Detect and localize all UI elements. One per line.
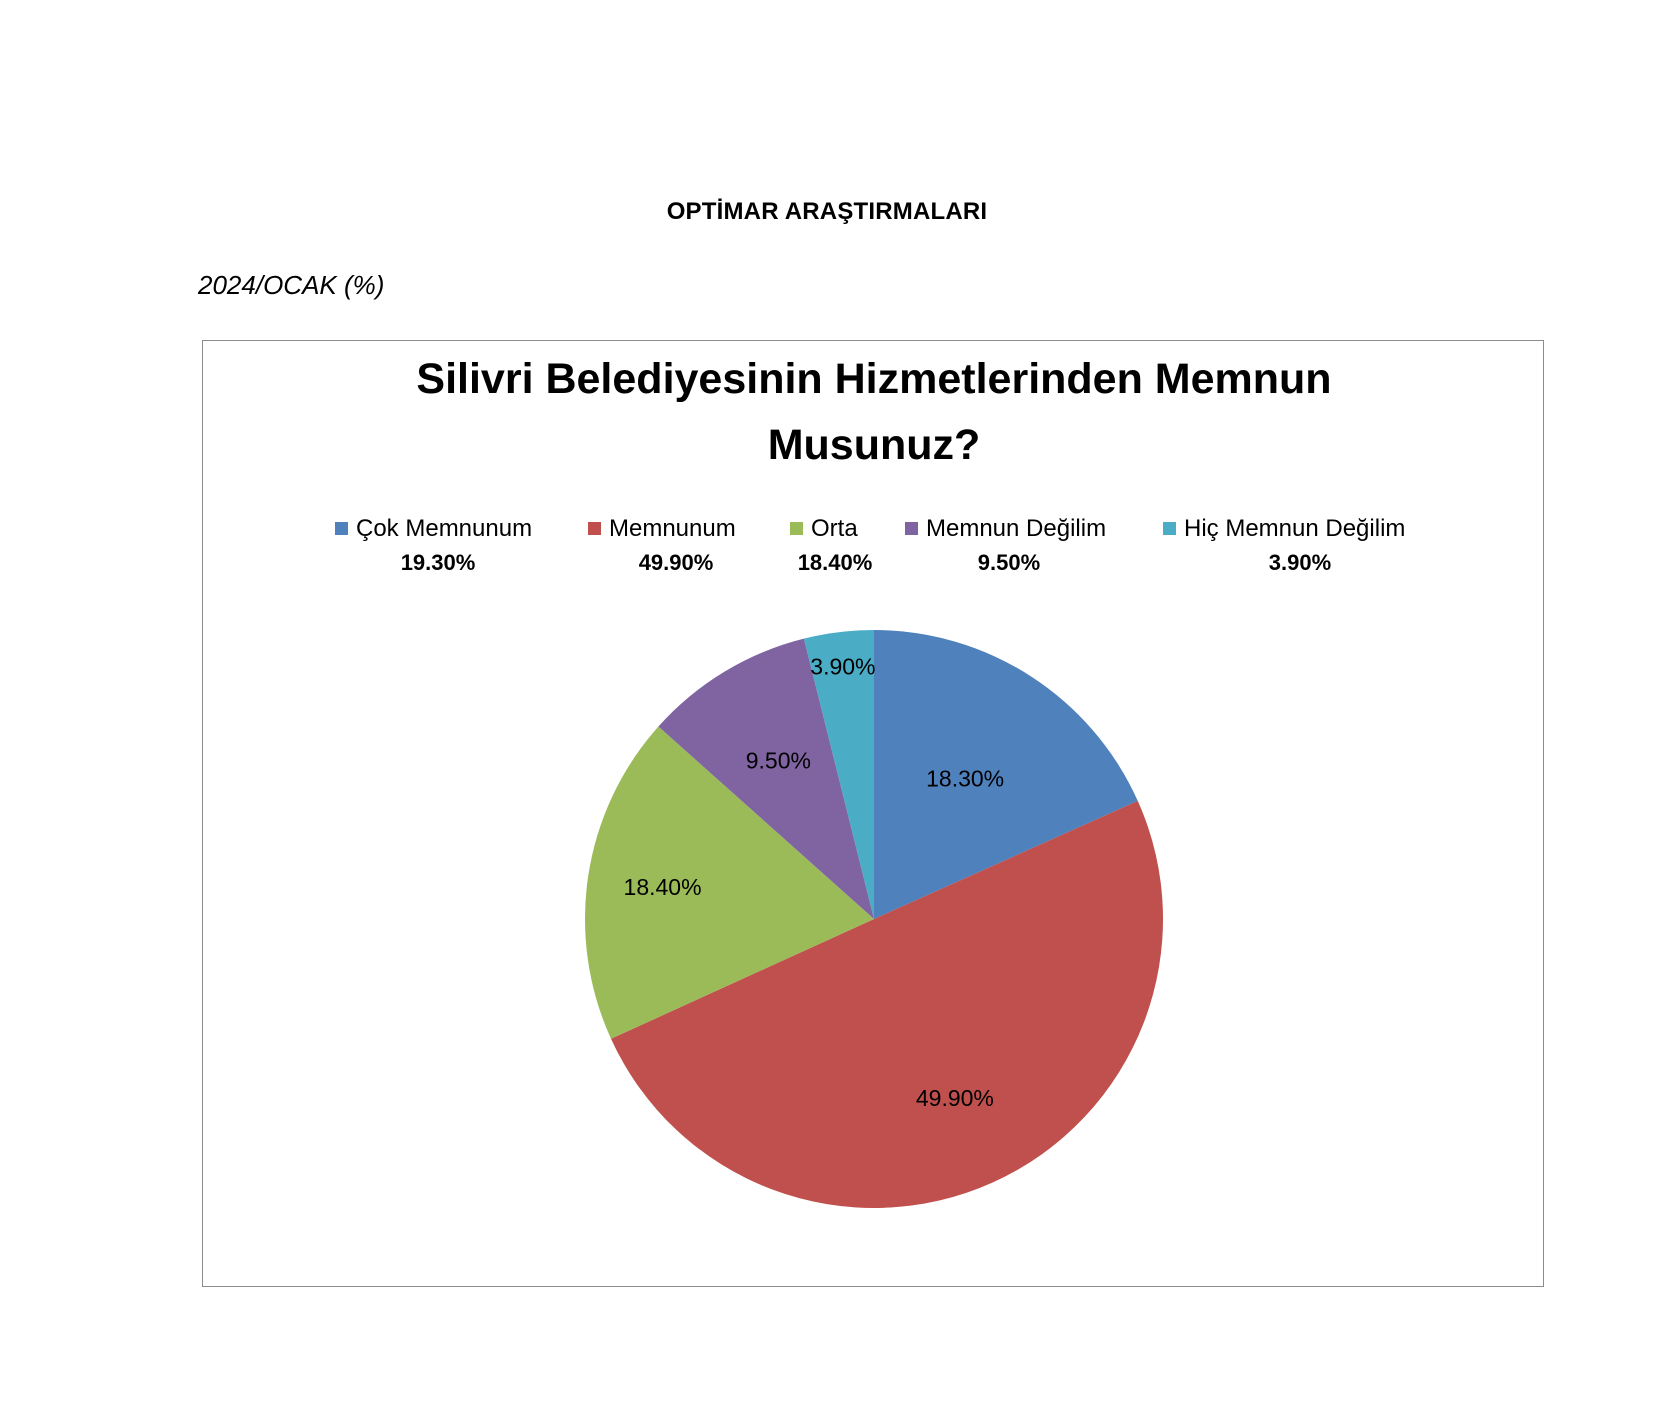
legend-item-4 (905, 515, 1106, 575)
pie-slices (585, 630, 1163, 1208)
legend-label: Hiç Memnun Değilim (1184, 515, 1406, 542)
pie-data-label-3: 18.40% (623, 873, 702, 900)
pie-data-label-1: 18.30% (926, 765, 1005, 792)
legend-value: 18.40% (797, 550, 873, 575)
legend-label: Memnunum (609, 515, 736, 542)
legend-value: 19.30% (400, 550, 476, 575)
legend-item-3 (790, 515, 872, 575)
chart-frame (202, 340, 1544, 1287)
legend-value: 49.90% (638, 550, 714, 575)
pie-data-label-5: 3.90% (810, 653, 876, 680)
legend-swatch (1163, 522, 1176, 535)
report-period-label: 2024/OCAK (%) (198, 270, 385, 300)
chart-title-line-1: Silivri Belediyesinin Hizmetlerinden Memnun (416, 355, 1332, 403)
chart-title-line-2: Musunuz? (767, 421, 981, 469)
legend-swatch (335, 522, 348, 535)
legend-label: Orta (811, 515, 858, 542)
pie-data-label-4: 9.50% (745, 747, 811, 774)
legend-label: Çok Memnunum (356, 515, 533, 542)
legend-label: Memnun Değilim (926, 515, 1107, 542)
pie-chart (203, 341, 1545, 1288)
report-organization-title: OPTİMAR ARAŞTIRMALARI (666, 198, 988, 225)
chart-title (416, 355, 1331, 469)
legend-item-1 (335, 515, 532, 575)
legend-item-2 (588, 515, 736, 575)
pie-data-label-2: 49.90% (915, 1085, 994, 1112)
legend-item-5 (1163, 515, 1405, 575)
legend-value: 3.90% (1268, 550, 1332, 575)
legend-swatch (790, 522, 803, 535)
chart-legend (335, 515, 1405, 575)
legend-swatch (905, 522, 918, 535)
legend-value: 9.50% (977, 550, 1041, 575)
legend-swatch (588, 522, 601, 535)
